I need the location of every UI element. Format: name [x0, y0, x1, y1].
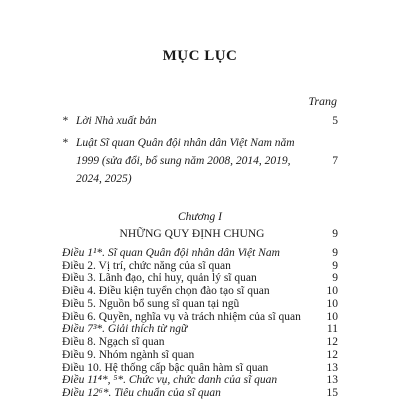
toc-entry-label: Điều 9. Nhóm ngành sĩ quan: [62, 349, 195, 361]
toc-entry-page: 12: [326, 336, 338, 348]
toc-entry-label: Điều 3. Lãnh đạo, chỉ huy, quản lý sĩ quan: [62, 272, 257, 284]
chapter-page-number: 9: [332, 228, 338, 240]
toc-entry-label: Điều 6. Quyền, nghĩa vụ và trách nhiệm của sĩ quan: [62, 311, 301, 323]
page-title: MỤC LỤC: [162, 48, 238, 64]
toc-entry: [62, 386, 338, 401]
toc-entry-label: Điều 5. Nguồn bổ sung sĩ quan tại ngũ: [62, 298, 240, 310]
toc-entry-page: 13: [326, 362, 338, 374]
entry-page-number: 5: [332, 115, 338, 127]
toc-entry-label: Điều 1¹*. Sĩ quan Quân đội nhân dân Việt Nam: [62, 247, 280, 259]
page-column-label: Trang: [308, 94, 337, 108]
toc-entry-label: Điều 10. Hệ thống cấp bậc quân hàm sĩ quan: [62, 362, 269, 374]
toc-entry-label: Điều 7³*. Giải thích từ ngữ: [62, 323, 188, 335]
front-matter-entry: [62, 134, 338, 190]
toc-entry-page: 10: [326, 311, 338, 323]
toc-entry-label: Điều 12⁶*. Tiêu chuẩn của sĩ quan: [62, 387, 221, 399]
chapter-title-row: [62, 228, 338, 247]
toc-entry-label: Điều 2. Vị trí, chức năng của sĩ quan: [62, 260, 231, 272]
chapter-label: Chương I: [177, 211, 223, 223]
toc-entry-page: 9: [332, 272, 338, 284]
toc-entry-label: Điều 8. Ngạch sĩ quan: [62, 336, 165, 348]
entry-page-number: 7: [332, 155, 338, 167]
entry-text-line: Luật Sĩ quan Quân đội nhân dân Việt Nam năm: [76, 137, 295, 149]
toc-entry-label: Điều 11⁴*, ⁵*. Chức vụ, chức danh của sĩ quan: [62, 374, 278, 386]
toc-entry-page: 12: [326, 349, 338, 361]
toc-entry-page: 11: [326, 323, 338, 335]
chapter-title: NHỮNG QUY ĐỊNH CHUNG: [119, 228, 265, 240]
toc-entry-page: 10: [326, 298, 338, 310]
entry-text-line: 2024, 2025): [76, 173, 132, 185]
bullet: *: [62, 115, 68, 127]
toc-entry-page: 9: [332, 260, 338, 272]
entry-text: Lời Nhà xuất bản: [76, 115, 157, 127]
bullet: *: [62, 137, 68, 149]
toc-entry-page: 10: [326, 285, 338, 297]
toc-entry-page: 13: [326, 374, 338, 386]
toc-entry-page: 15: [326, 387, 338, 399]
toc-entry-label: Điều 4. Điều kiện tuyển chọn đào tạo sĩ quan: [62, 285, 270, 297]
front-matter-entry: [62, 112, 338, 130]
entry-text-line: 1999 (sửa đổi, bổ sung năm 2008, 2014, 2019,: [76, 155, 291, 167]
toc-entry-page: 9: [332, 247, 338, 259]
